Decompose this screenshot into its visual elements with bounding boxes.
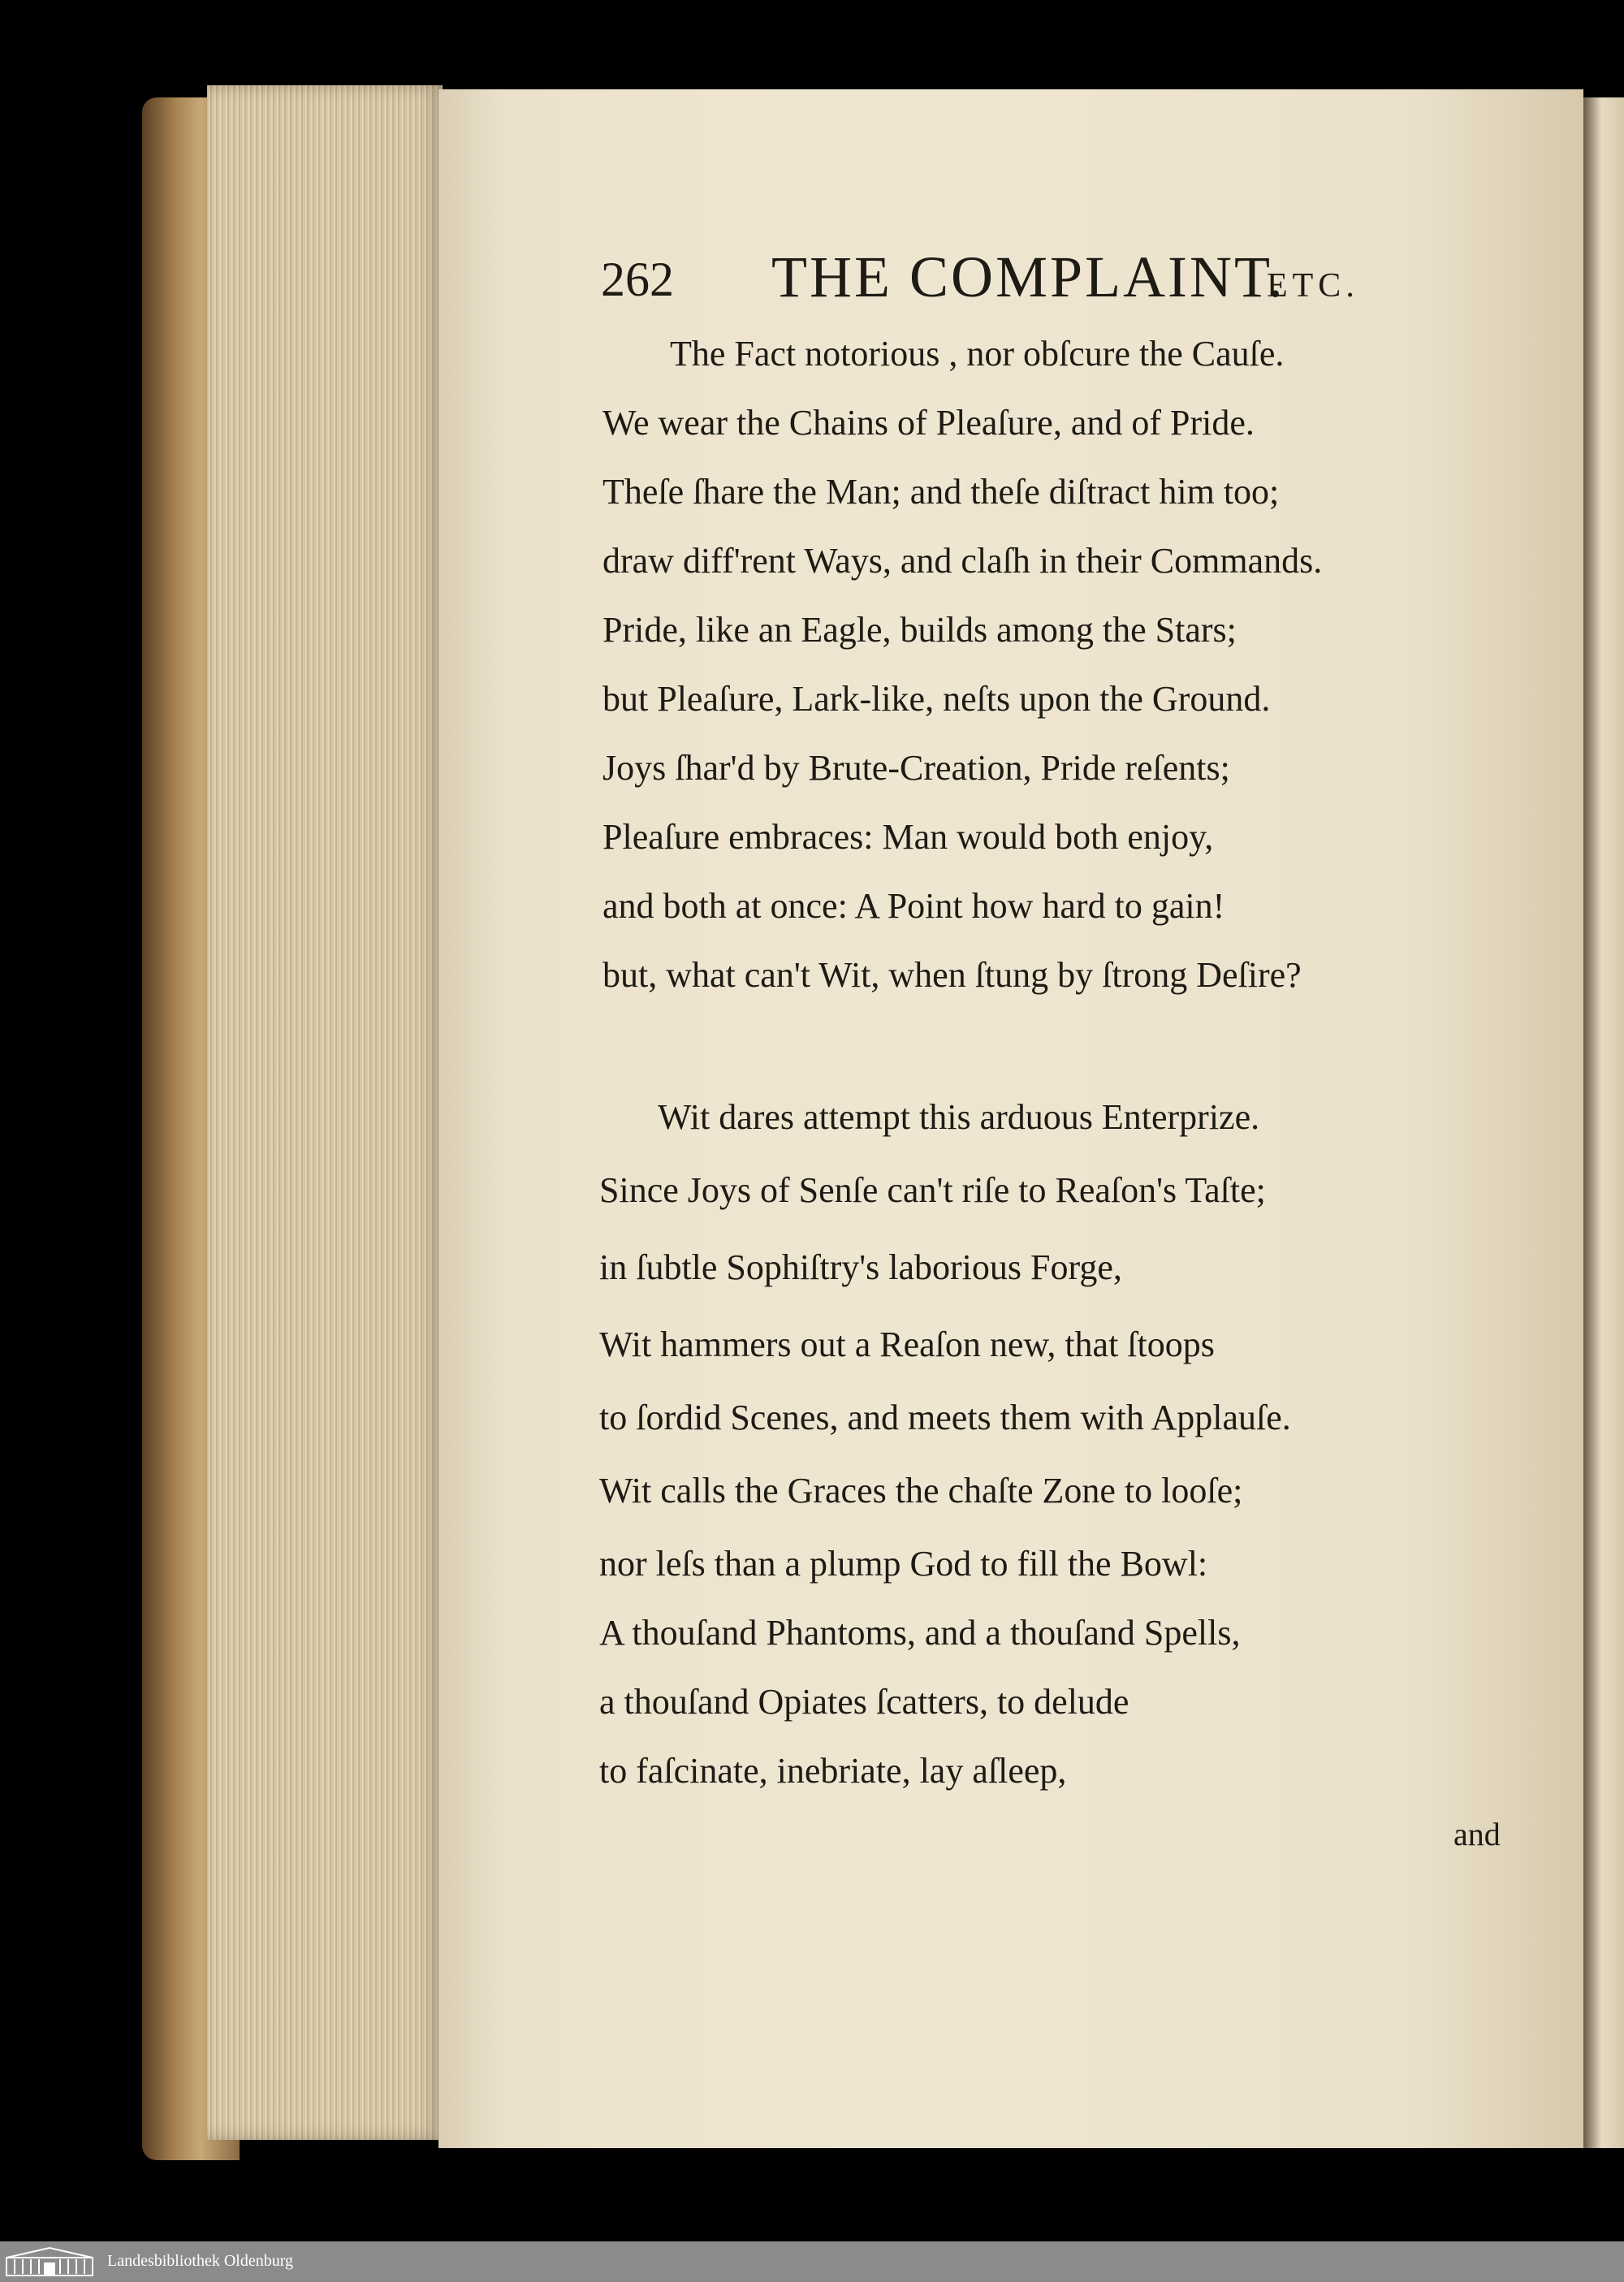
verse-line: to ſordid Scenes, and meets them with Applauſe. (599, 1398, 1291, 1437)
page-title: THE COMPLAINT. (771, 244, 1285, 309)
verse-line: Wit calls the Graces the chaſte Zone to looſe; (599, 1471, 1243, 1511)
verse-line: Joys ſhar'd by Brute-Creation, Pride reſents; (603, 748, 1230, 788)
verse-line: Since Joys of Senſe can't riſe to Reaſon's Taſte; (599, 1170, 1266, 1210)
catchword: and (1453, 1816, 1501, 1852)
library-building-icon (5, 2246, 94, 2277)
verse-line: nor leſs than a plump God to fill the Bowl: (599, 1544, 1208, 1584)
facing-page-edge (1583, 97, 1624, 2148)
title-etc: ETC. (1267, 267, 1359, 305)
verse-line: Wit dares attempt this arduous Enterprize. (658, 1097, 1260, 1137)
verse-line: Pleaſure embraces: Man would both enjoy, (603, 817, 1214, 857)
library-name: Landesbibliothek Oldenburg (107, 2252, 294, 2270)
verse-line: Wit hammers out a Reaſon new, that ſtoops (599, 1325, 1215, 1364)
verse-line: A thouſand Phantoms, and a thouſand Spells, (599, 1613, 1241, 1653)
page-number: 262 (601, 253, 674, 306)
verse-line: and both at once: A Point how hard to gain! (603, 886, 1225, 926)
running-head (601, 244, 1364, 317)
verse-line: but, what can't Wit, when ſtung by ſtrong Deſire? (603, 955, 1302, 995)
verse-line: Theſe ſhare the Man; and theſe diſtract him too; (603, 472, 1280, 512)
page-edges (207, 85, 443, 2140)
footer-bar (0, 2241, 1624, 2282)
verse-line: draw diff'rent Ways, and claſh in their Commands. (603, 541, 1323, 581)
verse-line: The Fact notorious , nor obſcure the Cauſe. (670, 334, 1285, 374)
verse-line: a thouſand Opiates ſcatters, to delude (599, 1682, 1129, 1722)
verse-line: Pride, like an Eagle, builds among the Stars; (603, 610, 1237, 650)
verse-line: We wear the Chains of Pleaſure, and of Pride. (603, 403, 1255, 443)
verse-line: to faſcinate, inebriate, lay aſleep, (599, 1751, 1067, 1791)
verse-line: in ſubtle Sophiſtry's laborious Forge, (599, 1247, 1122, 1287)
verse-line: but Pleaſure, Lark-like, neſts upon the Ground. (603, 679, 1271, 719)
